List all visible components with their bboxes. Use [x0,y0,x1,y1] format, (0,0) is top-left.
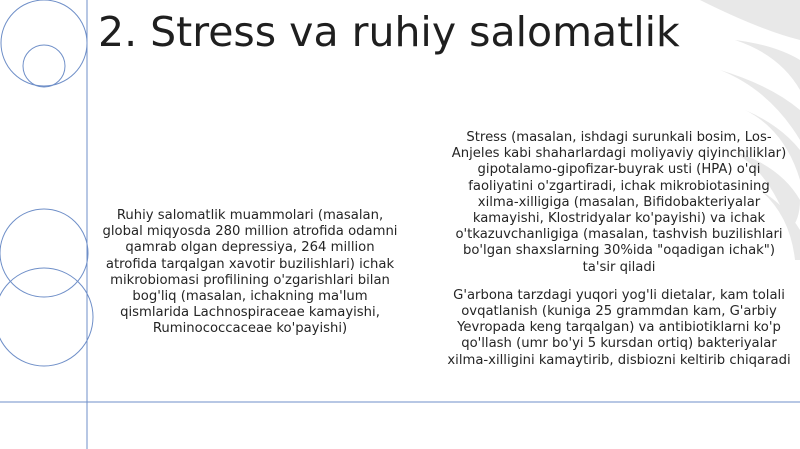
right-paragraph-stress: Stress (masalan, ishdagi surunkali bosim, Los-Anjeles kabi shaharlardagi moliyaviy qiyinchiliklar) gipotalamo-gipofizar-buyrak usti (HPA) o'qi faoliyatini o'zgartiradi, ichak mikrobiotasining xilma-xilligiga (masalan, Bifidobakteriyalar kamayishi, Klostridyalar ko'payishi) va ichak o'tkazuvchanligiga (masalan, tashvish buzilishlari bo'lgan shaxslarning 30%ida "oqadigan ichak") ta'sir qiladi [451,130,787,275]
circle-lower-1 [0,209,88,297]
right-text-block [446,130,792,381]
circle-small-top [23,45,65,87]
circle-large-top [1,0,87,86]
circle-lower-2 [0,268,93,366]
right-paragraph-diet: G'arbona tarzdagi yuqori yog'li dietalar, kam tolali ovqatlanish (kuniga 25 grammdan kam, G'arbiy Yevropada keng tarqalgan) va antibiotiklarni ko'p qo'llash (umr bo'yi 5 kursdan ortiq) bakteriyalar xilma-xilligini kamaytirib, disbiozni keltirib chiqaradi [447,287,791,368]
left-text-block: Ruhiy salomatlik muammolari (masalan, global miqyosda 280 million atrofida odamni qamrab olgan depressiya, 264 million atrofida tarqalgan xavotir buzilishlari) ichak mikrobiomasi profilining o'zgarishlari bilan bog'liq (masalan, ichakning ma'lum qismlarida Lachnospiraceae kamayishi, Ruminococcaceae ko'payishi) [102,208,398,337]
slide-title: 2. Stress va ruhiy salomatlik [98,8,680,56]
